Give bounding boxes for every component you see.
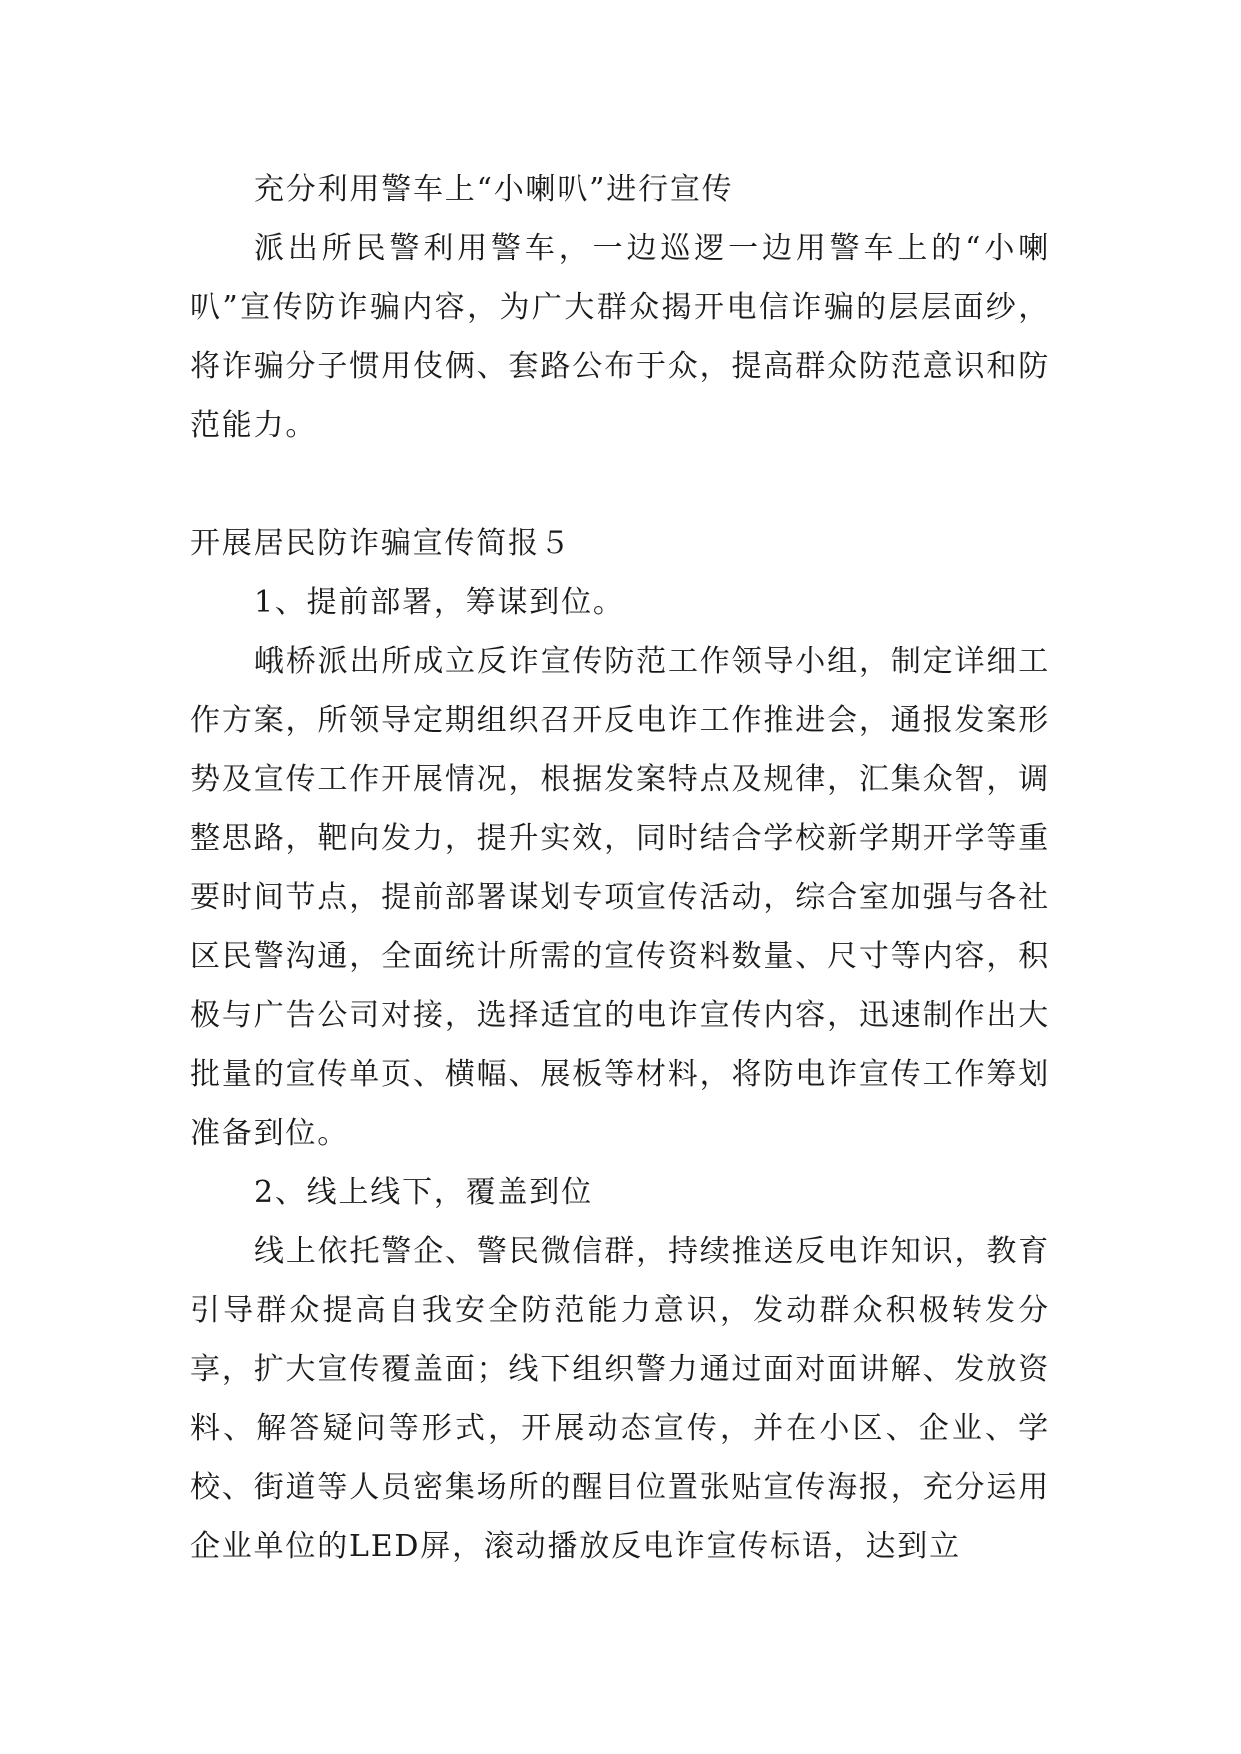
item-paragraph: 峨桥派出所成立反诈宣传防范工作领导小组，制定详细工作方案，所领导定期组织召开反电诈工作推进会，通报发案形势及宣传工作开展情况，根据发案特点及规律，汇集众智，调整思路，靶向发力，提升实效，同时结合学校新学期开学等重要时间节点，提前部署谋划专项宣传活动，综合室加强与各社区民警沟通，全面统计所需的宣传资料数量、尺寸等内容，积极与广告公司对接，选择适宜的电诈宣传内容，迅速制作出大批量的宣传单页、横幅、展板等材料，将防电诈宣传工作筹划准备到位。 xyxy=(190,644,1050,1151)
section-gap xyxy=(190,455,1050,514)
document-body xyxy=(190,160,1050,1576)
section-paragraph: 派出所民警利用警车，一边巡逻一边用警车上的“小喇叭”宣传防诈骗内容，为广大群众揭开电信诈骗的层层面纱，将诈骗分子惯用伎俩、套路公布于众，提高群众防范意识和防范能力。 xyxy=(190,231,1050,443)
item-heading: 2、线上线下，覆盖到位 xyxy=(254,1175,593,1210)
report-title: 开展居民防诈骗宣传简报５ xyxy=(190,526,572,561)
item-heading: 1、提前部署，筹谋到位。 xyxy=(254,585,625,620)
section-subheading: 充分利用警车上“小喇叭”进行宣传 xyxy=(254,172,734,207)
item-paragraph: 线上依托警企、警民微信群，持续推送反电诈知识，教育引导群众提高自我安全防范能力意识，发动群众积极转发分享，扩大宣传覆盖面；线下组织警力通过面对面讲解、发放资料、解答疑问等形式，开展动态宣传，并在小区、企业、学校、街道等人员密集场所的醒目位置张贴宣传海报，充分运用企业单位的LED屏，滚动播放反电诈宣传标语，达到立 xyxy=(190,1234,1050,1564)
